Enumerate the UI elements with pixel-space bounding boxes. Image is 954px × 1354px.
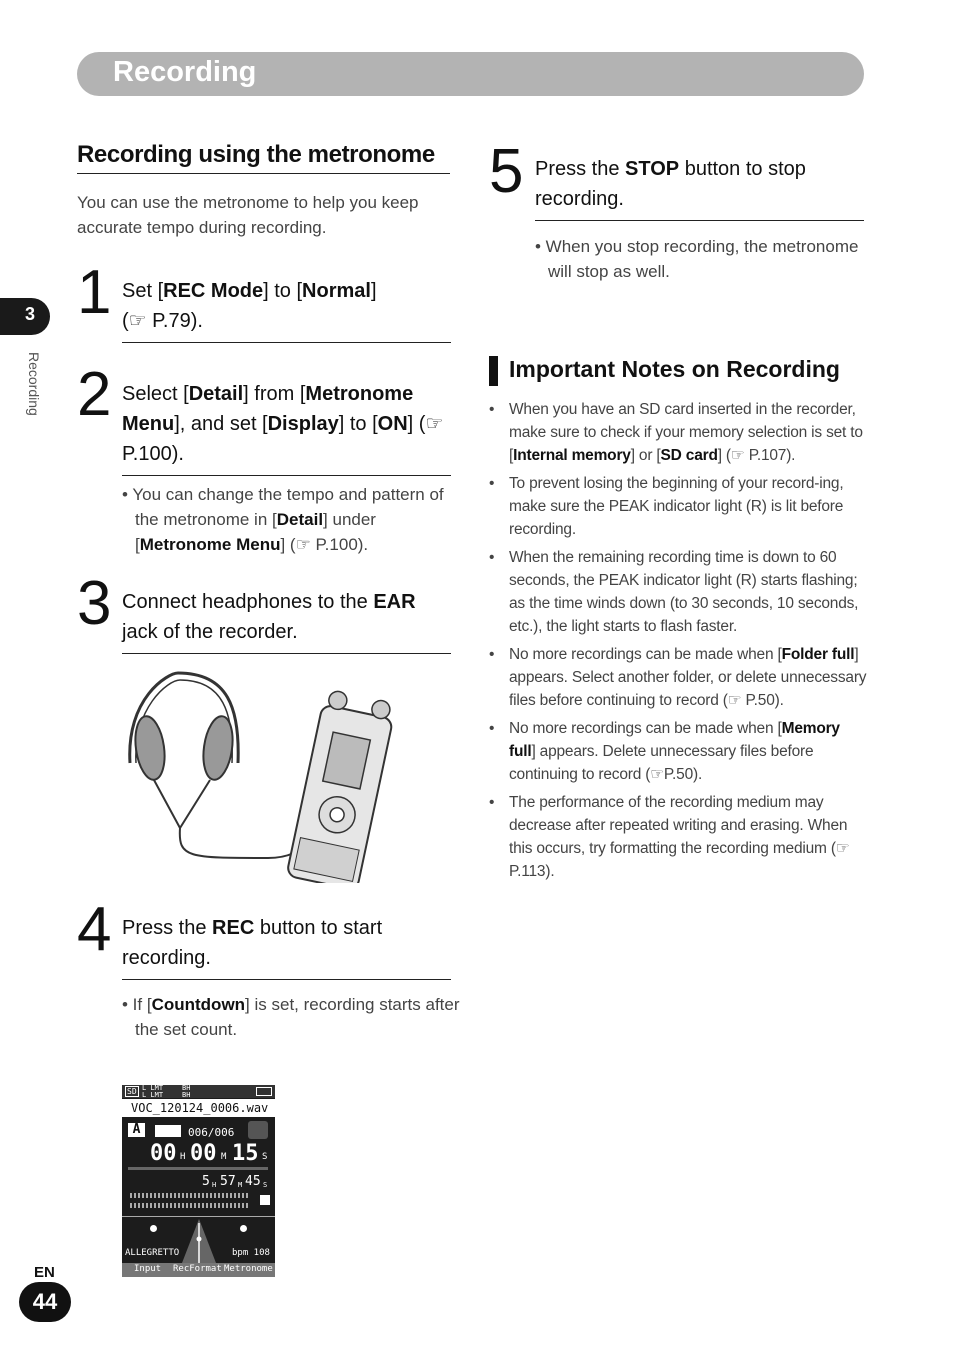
screen-remaining-hours: 5 [202,1174,210,1189]
important-title: Important Notes on Recording [509,356,840,382]
chapter-label: Recording [26,352,42,416]
recorder-screen: SD L LMT L LMT BH BH VOC_120124_0006.wav A 006/006 00 H 00 M 15 S 5 H 57 M 45 S ALLEGRETTO bpm 108 Input RecFormat Metronome [122,1085,275,1277]
section-title: Recording using the metronome [77,141,450,174]
screen-remaining-minutes: 57 [220,1174,236,1189]
language-label: EN [34,1264,55,1281]
list-item: • When you have an SD card inserted in the recorder, make sure to check if your memory selection is set to [Internal memory] or [SD card] (☞ P.107). [489,398,867,467]
step-3-text: Connect headphones to the EAR jack of the recorder. [122,587,451,654]
chapter-tab [0,298,50,335]
list-item: • No more recordings can be made when [Memory full] appears. Delete unnecessary files before continuing to record (☞P.50). [489,717,867,786]
screen-tempo-name: ALLEGRETTO [125,1248,180,1258]
step-4-note: • If [Countdown] is set, recording starts after the set count. [122,995,460,1039]
step-number-5: 5 [489,137,524,206]
screen-elapsed-seconds: 15 [232,1141,259,1166]
important-list [489,398,867,888]
list-item: • The performance of the recording medium may decrease after repeated writing and erasing. When this occurs, try formatting the recording medium (☞ P.113). [489,791,867,883]
step-1-text: Set [REC Mode] to [Normal] (☞ P.79). [122,276,451,343]
screen-tab-recformat: RecFormat [173,1264,222,1274]
list-item: • When the remaining recording time is down to 60 seconds, the PEAK indicator light (R) starts flashing; as the time winds down (to 30 seconds, 10 seconds, etc.), the light starts to flash faster. [489,546,867,638]
screen-tab-metronome: Metronome [224,1264,273,1274]
page-number: 44 [19,1282,71,1322]
section-intro: You can use the metronome to help you keep accurate tempo during recording. [77,193,419,237]
headphones-recorder-illustration [118,668,418,883]
step-2-note: • You can change the tempo and pattern of the metronome in [Detail] under [Metronome Menu] (☞ P.100). [122,485,444,554]
screen-file-count: 006/006 [188,1126,235,1139]
header-bar [77,52,864,96]
list-item: • To prevent losing the beginning of your record-ing, make sure the PEAK indicator light (R) is lit before recording. [489,472,867,541]
list-item: • No more recordings can be made when [Folder full] appears. Select another folder, or delete unnecessary files before continuing to record (☞ P.50). [489,643,867,712]
header-title: Recording [113,56,257,88]
screen-filename: VOC_120124_0006.wav [131,1101,269,1115]
step-2-text: Select [Detail] from [Metronome Menu], and set [Display] to [ON] (☞ P.100). [122,379,451,476]
screen-elapsed-minutes: 00 [190,1141,217,1166]
screen-remaining-seconds: 45 [245,1174,261,1189]
chapter-number: 3 [25,304,36,324]
step-number-4: 4 [77,895,112,964]
step-5-note: • When you stop recording, the metronome will stop as well. [535,237,859,281]
step-4-text: Press the REC button to start recording. [122,913,451,980]
step-number-2: 2 [77,360,112,429]
screen-tab-input: Input [134,1264,162,1274]
step-5-text: Press the STOP button to stop recording. [535,154,864,221]
important-marker [489,356,498,386]
screen-elapsed-hours: 00 [150,1141,177,1166]
screen-bpm: bpm 108 [232,1248,270,1258]
step-number-3: 3 [77,569,112,638]
step-number-1: 1 [77,258,112,327]
